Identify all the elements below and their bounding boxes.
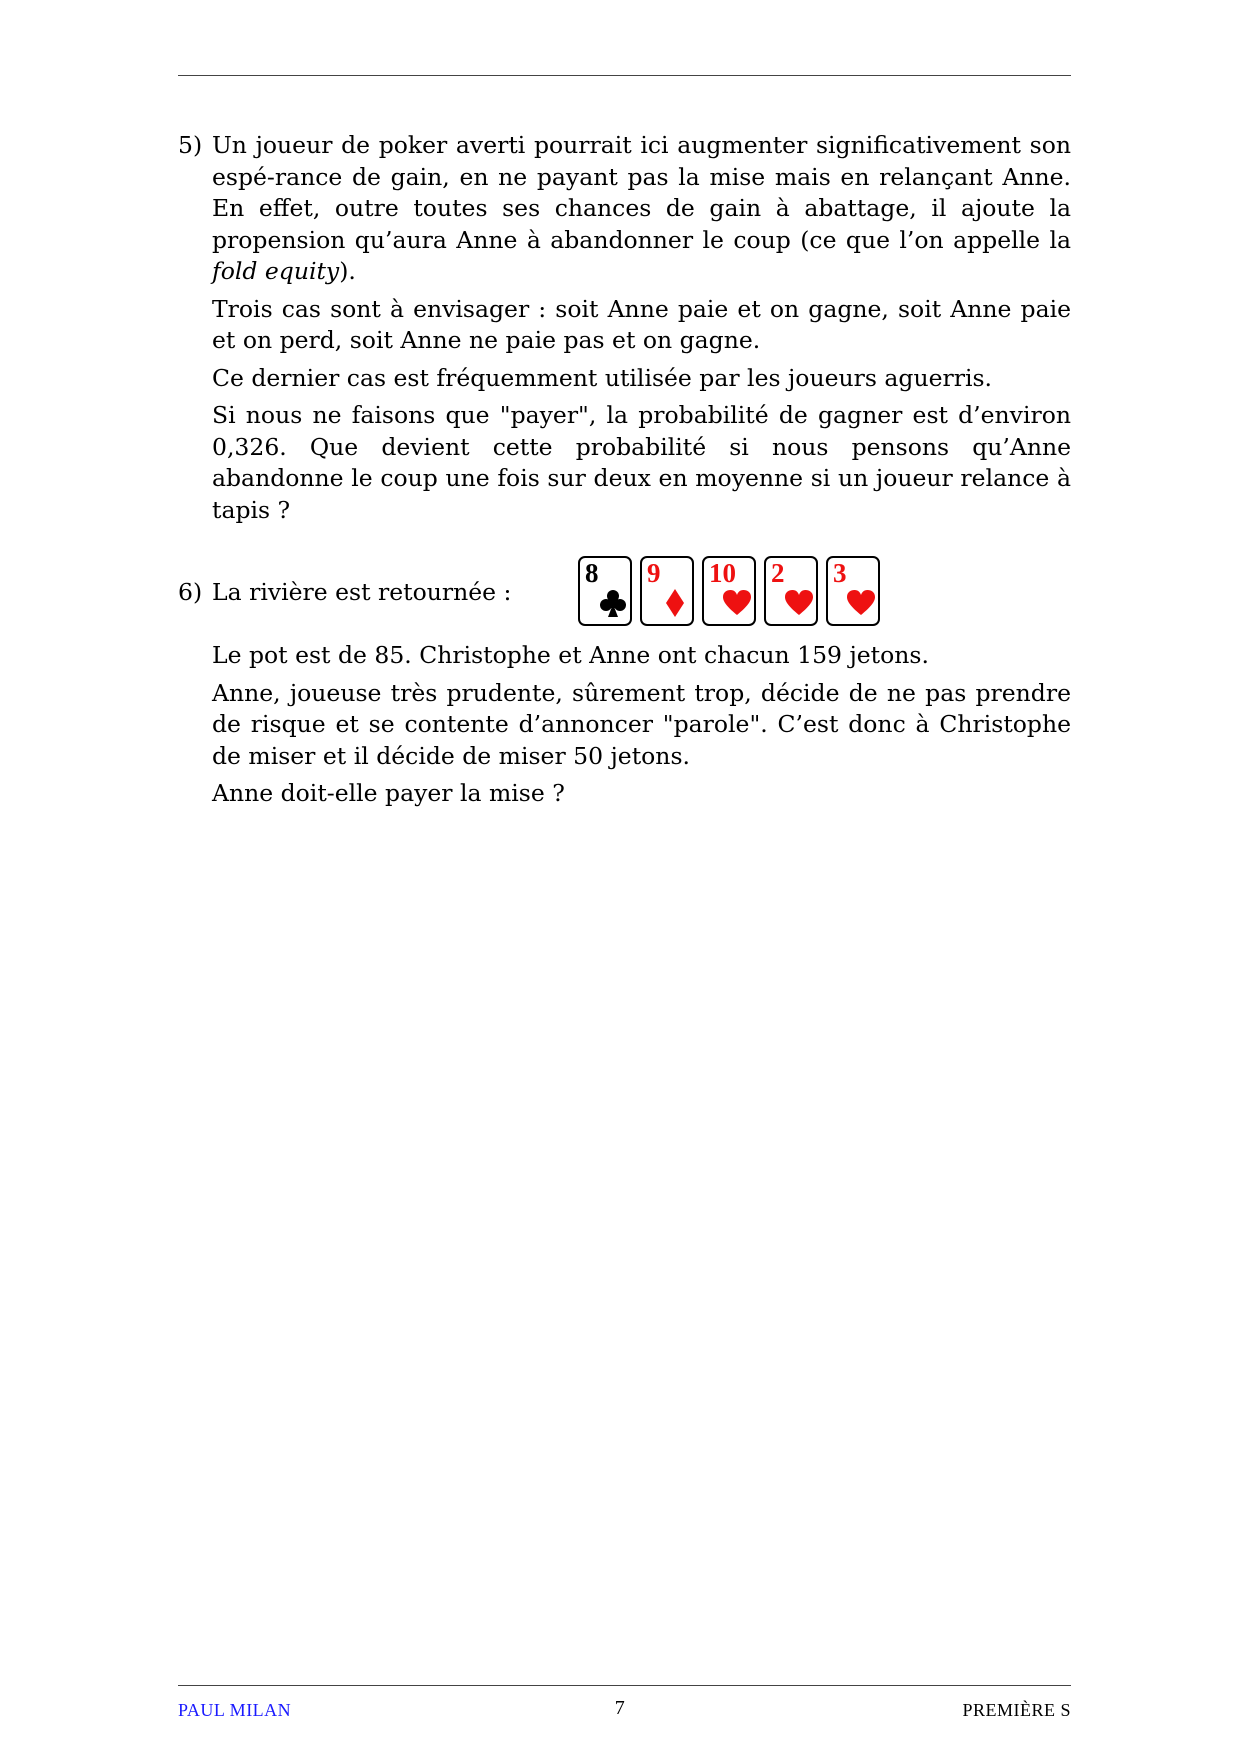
river-row <box>212 556 1071 632</box>
exercise-item-5 <box>178 130 1071 526</box>
diamond-icon <box>660 588 690 618</box>
card-rank: 10 <box>709 558 736 588</box>
header-rule <box>178 75 1071 76</box>
paragraph: Le pot est de 85. Christophe et Anne ont chacun 159 jetons. <box>212 641 929 669</box>
playing-card <box>578 556 632 626</box>
paragraph: Anne, joueuse très prudente, sûrement trop, décide de ne pas prendre de risque et se contente d’annoncer "parole". C’est donc à Christophe de miser et il décide de miser 50 jetons. <box>212 678 1071 770</box>
footer-level: PREMIÈRE S <box>962 1700 1071 1720</box>
paragraph: Trois cas sont à envisager : soit Anne paie et on gagne, soit Anne paie et on perd, soit Anne ne paie pas et on gagne. <box>212 294 1071 354</box>
paragraph: Ce dernier cas est fréquemment utilisée par les joueurs aguerris. <box>212 363 992 392</box>
page-number: 7 <box>614 1697 626 1719</box>
playing-card <box>640 556 694 626</box>
playing-card <box>764 556 818 626</box>
page-content <box>178 130 1071 816</box>
card-rank: 2 <box>771 558 785 588</box>
paragraph: Un joueur de poker averti pourrait ici augmenter significativement son espé-rance de gain, en ne payant pas la mise mais en relançant Anne. En effet, outre toutes ses chances de gain à abattage, il ajoute la propension qu’aura Anne à abandonner le coup (ce que l’on appelle la fold equity). <box>212 131 1071 285</box>
heart-icon <box>784 588 814 618</box>
footer-author: PAUL MILAN <box>178 1700 292 1720</box>
paragraph: Anne doit-elle payer la mise ? <box>212 779 565 807</box>
emphasis-term: fold equity <box>212 257 340 285</box>
playing-card <box>826 556 880 626</box>
playing-card <box>702 556 756 626</box>
card-rank: 9 <box>647 558 661 588</box>
card-rank: 3 <box>833 558 847 588</box>
item-number: 5) <box>178 131 203 159</box>
item-number: 6) <box>178 578 203 606</box>
paragraph: Si nous ne faisons que "payer", la probabilité de gagner est d’environ 0,326. Que devient cette probabilité si nous pensons qu’Anne abandonne le coup une fois sur deux en moyenne si un joueur relance à tapis ? <box>212 401 1071 524</box>
heart-icon <box>846 588 876 618</box>
club-icon <box>598 588 628 618</box>
exercise-item-6 <box>178 556 1071 810</box>
footer-rule <box>178 1685 1071 1686</box>
heart-icon <box>722 588 752 618</box>
card-rank: 8 <box>585 558 599 588</box>
river-label: La rivière est retournée : <box>212 578 512 606</box>
